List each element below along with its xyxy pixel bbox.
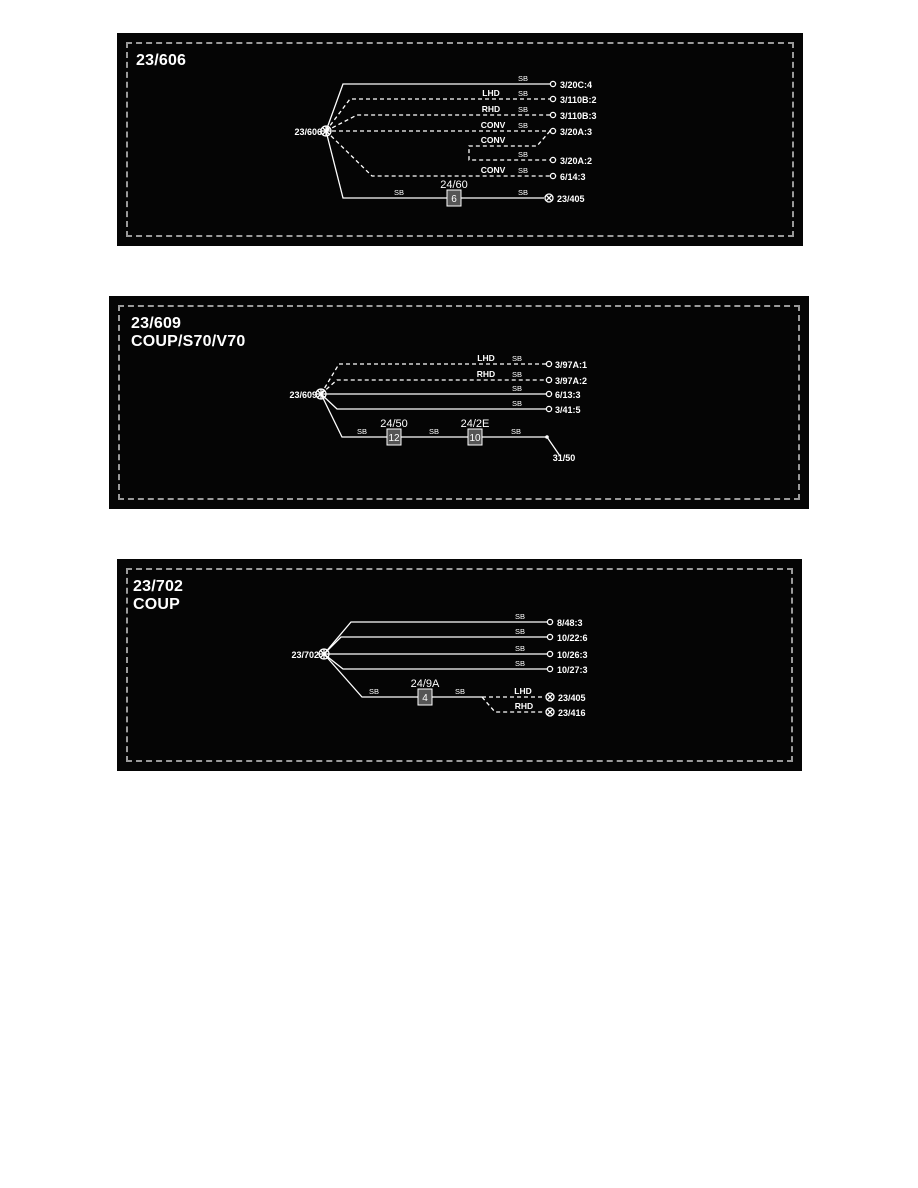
ground-label: 31/50 <box>552 453 576 463</box>
wire-solid <box>324 622 547 654</box>
diagram-panel-23-609 <box>109 296 809 509</box>
terminal-label: 3/110B:2 <box>560 95 597 105</box>
wire-color-label: SB <box>511 370 523 379</box>
terminal-circle <box>550 96 555 101</box>
terminal-label: 8/48:3 <box>557 618 583 628</box>
diagram-title: 23/606 <box>136 52 187 69</box>
terminal-label: 3/20C:4 <box>560 80 593 90</box>
wire-color-label: SB <box>511 399 523 408</box>
wire-color-label: SB <box>517 105 529 114</box>
connector-label: 24/60 <box>440 179 468 191</box>
ground-point-icon <box>545 435 549 439</box>
terminal-label: 23/416 <box>558 708 586 718</box>
wire-color-label: SB <box>514 644 526 653</box>
wire-color-label: SB <box>517 74 529 83</box>
terminal-label: 3/20A:3 <box>560 127 593 137</box>
diagram-subtitle: COUP/S70/V70 <box>131 333 246 350</box>
wire-conv-3 <box>326 131 550 176</box>
variant-label: CONV <box>480 120 506 130</box>
terminal-label: 3/20A:2 <box>560 156 593 166</box>
node-label: 23/606 <box>294 127 322 137</box>
variant-label: LHD <box>482 88 500 98</box>
wiring-diagram <box>117 559 802 771</box>
diagram-panel-23-702 <box>117 559 802 771</box>
terminal-circle <box>550 81 555 86</box>
diagram-subtitle: COUP <box>133 596 181 613</box>
terminal-circle <box>550 173 555 178</box>
connector-pin: 6 <box>451 194 457 205</box>
connector-pin: 4 <box>422 693 428 704</box>
wire-color-label: SB <box>368 687 380 696</box>
connector-pin: 10 <box>469 433 481 444</box>
wire-color-label: SB <box>510 427 522 436</box>
diagram-title: 23/609 <box>131 315 182 332</box>
wire-color-label: SB <box>428 427 440 436</box>
terminal-label: 3/41:5 <box>555 405 581 415</box>
terminal-label: 3/97A:1 <box>555 360 588 370</box>
variant-label: CONV <box>480 165 506 175</box>
wire-color-label: SB <box>393 188 405 197</box>
terminal-circle <box>550 157 555 162</box>
wire-color-label: SB <box>511 354 523 363</box>
wire-color-label: SB <box>511 384 523 393</box>
wire-solid <box>324 637 547 654</box>
terminal-circle <box>550 112 555 117</box>
terminal-label: 10/27:3 <box>557 665 588 675</box>
wire-color-label: SB <box>517 166 529 175</box>
terminal-label: 23/405 <box>558 693 586 703</box>
wire-color-label: SB <box>517 89 529 98</box>
variant-label: LHD <box>477 353 495 363</box>
wire-bottom-left <box>326 131 447 198</box>
variant-label: RHD <box>476 369 496 379</box>
wire-color-label: SB <box>517 188 529 197</box>
terminal-circle <box>550 128 555 133</box>
wire-bottom <box>321 394 387 437</box>
connector-pin: 12 <box>388 433 400 444</box>
wiring-diagram <box>117 33 803 246</box>
wire-color-label: SB <box>514 627 526 636</box>
connector-label: 24/2E <box>460 418 490 430</box>
wire-ground <box>482 437 560 456</box>
wire-rhd <box>482 697 545 712</box>
node-label: 23/609 <box>289 390 317 400</box>
terminal-label: 6/14:3 <box>560 172 586 182</box>
terminal-label: 3/97A:2 <box>555 376 588 386</box>
wire-solid <box>326 84 550 131</box>
terminal-label: 10/26:3 <box>557 650 588 660</box>
variant-label: LHD <box>514 686 532 696</box>
terminal-label: 10/22:6 <box>557 633 588 643</box>
wire-color-label: SB <box>517 150 529 159</box>
connector-label: 24/50 <box>380 418 408 430</box>
terminal-label: 3/110B:3 <box>560 111 597 121</box>
wire-rhd <box>326 115 550 131</box>
variant-label: RHD <box>481 104 501 114</box>
diagram-panel-23-606 <box>117 33 803 246</box>
wire-solid <box>324 654 547 669</box>
wire-color-label: SB <box>514 612 526 621</box>
connector-label: 24/9A <box>410 678 440 690</box>
wire-color-label: SB <box>356 427 368 436</box>
diagram-title: 23/702 <box>133 578 184 595</box>
wire-color-label: SB <box>454 687 466 696</box>
wire-color-label: SB <box>514 659 526 668</box>
terminal-label: 6/13:3 <box>555 390 581 400</box>
terminal-label: 23/405 <box>557 194 585 204</box>
wiring-diagram <box>109 296 809 509</box>
variant-label: RHD <box>514 701 534 711</box>
variant-label: CONV <box>480 135 506 145</box>
wire-color-label: SB <box>517 121 529 130</box>
node-label: 23/702 <box>291 650 319 660</box>
